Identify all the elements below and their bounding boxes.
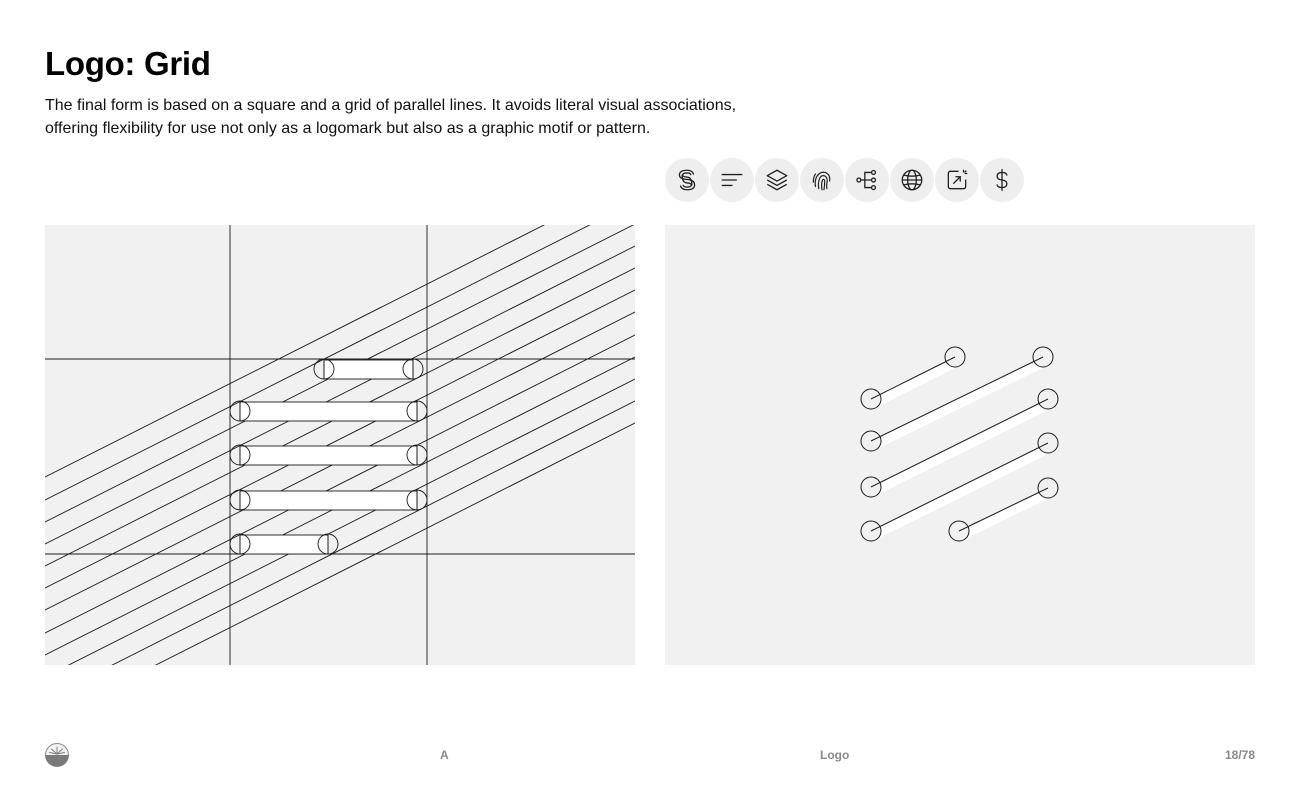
mark-highlight-band — [877, 402, 1054, 490]
construction-grid-drawing — [45, 225, 635, 665]
row-band — [240, 402, 417, 421]
description-line-2: offering flexibility for use not only as a logomark but also as a graphic motif or pattern. — [45, 119, 651, 137]
globe-icon — [890, 158, 934, 202]
footer-section: A — [440, 748, 449, 762]
mark-highlight-band — [877, 360, 961, 402]
icon-row — [665, 158, 1024, 202]
footer-page-number: 18/78 — [1224, 748, 1255, 762]
brand-logo-icon — [45, 743, 69, 767]
layers-icon — [755, 158, 799, 202]
network-icon — [845, 158, 889, 202]
mark-stroke-line — [871, 357, 955, 399]
mark-highlight-band — [877, 360, 1049, 444]
description-line-1: The final form is based on a square and a grid of parallel lines. It avoids literal visual associations, — [45, 97, 737, 114]
mark-stroke-line — [959, 488, 1048, 531]
footer — [0, 743, 1300, 767]
dollar-icon — [980, 158, 1024, 202]
mark-stroke-line — [871, 399, 1048, 487]
footer-chapter: Logo — [820, 748, 850, 762]
row-band — [240, 535, 328, 554]
text-lines-icon — [710, 158, 754, 202]
logo-final-mark — [665, 225, 1255, 665]
mark-stroke-line — [871, 443, 1048, 531]
row-band — [240, 446, 417, 465]
logo-construction-grid — [45, 225, 635, 665]
row-band — [324, 360, 413, 379]
mark-stroke-line — [871, 357, 1043, 441]
export-icon — [935, 158, 979, 202]
logomark-drawing — [665, 225, 1255, 665]
page-description — [45, 95, 825, 140]
mark-highlight-band — [965, 491, 1054, 534]
mark-highlight-band — [877, 446, 1054, 534]
logo-s-icon — [665, 158, 709, 202]
row-band — [240, 491, 417, 510]
fingerprint-icon — [800, 158, 844, 202]
page-title: Logo: Grid — [45, 45, 211, 82]
